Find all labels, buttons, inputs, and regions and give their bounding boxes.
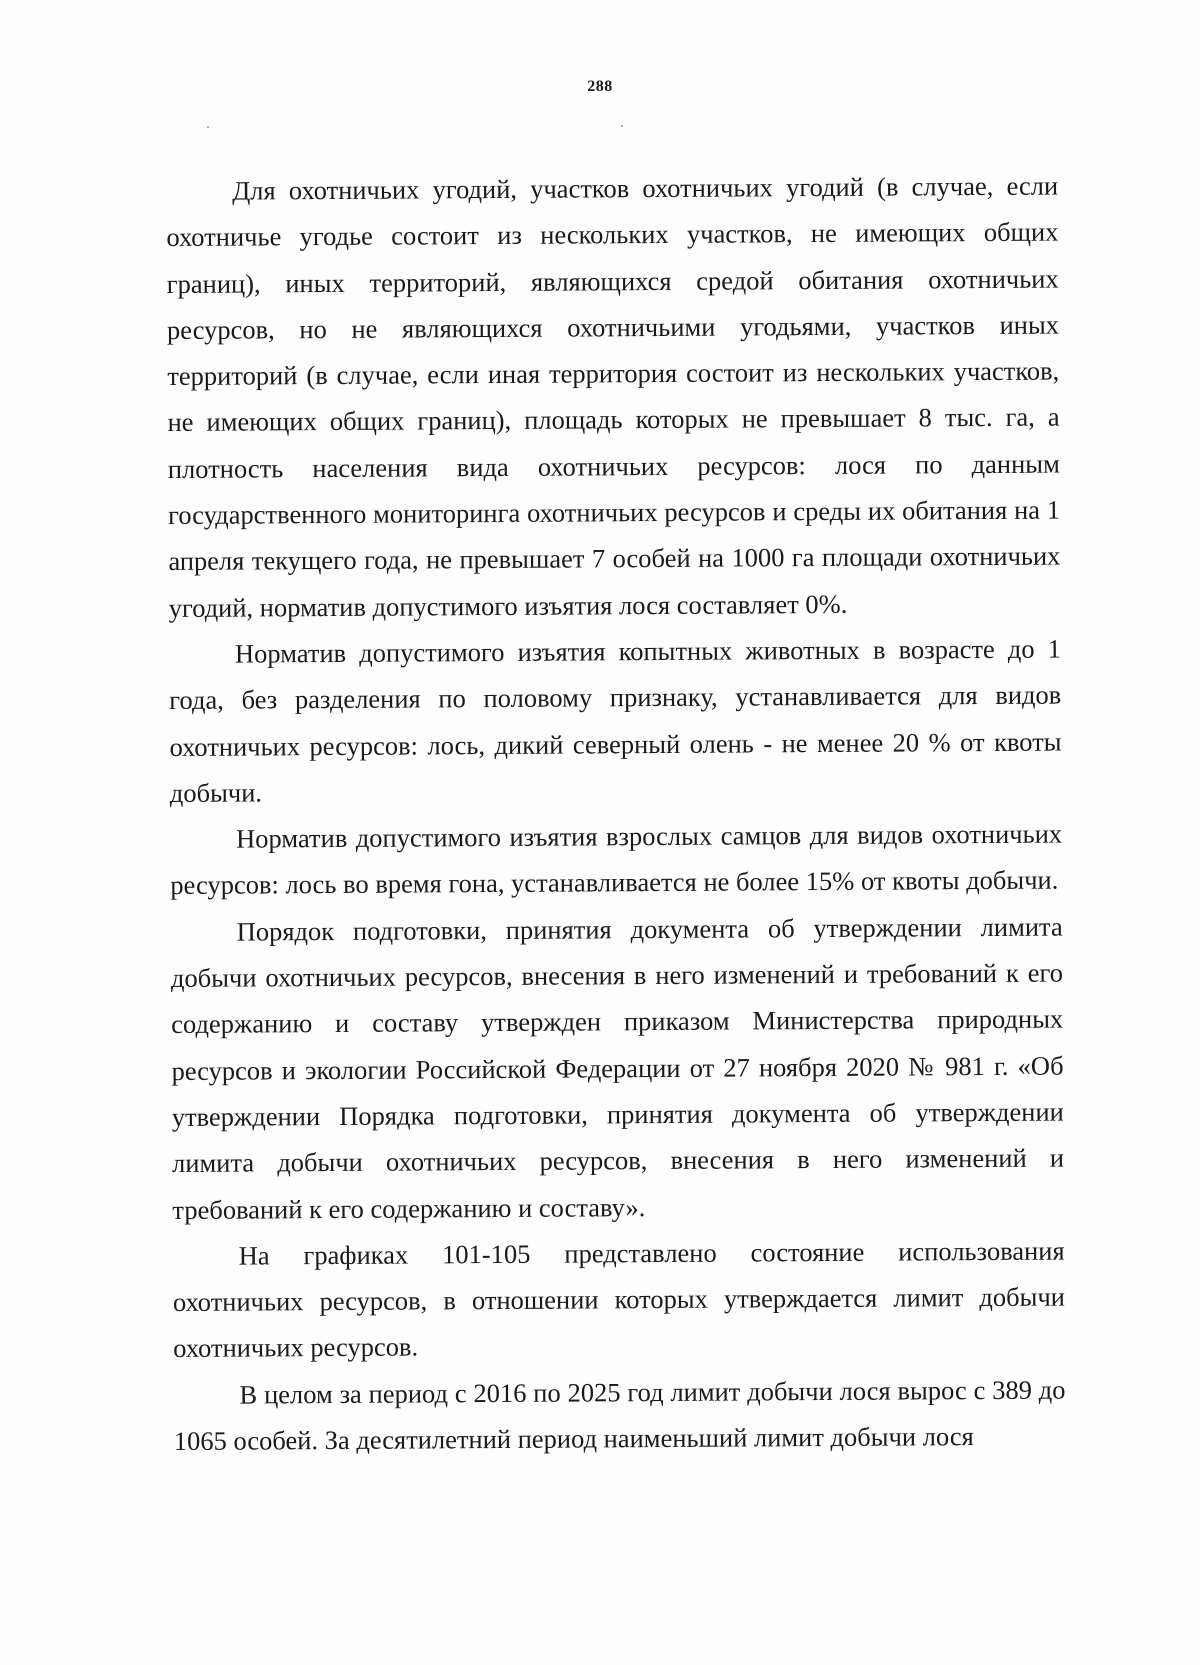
scan-artifact xyxy=(621,125,623,127)
paragraph-limit-procedure: Порядок подготовки, принятия документа об утверждении лимита добычи охотничьих ресурсов, внесения в него изменений и требований к его содержанию и составу утвержден приказом Министерства природных ресурсов и экологии Российской Федерации от 27 ноября 2020 № 981 г. «Об утверждении Порядка подготовки, принятия документа об утверждении лимита добычи охотничьих ресурсов, внесения в него изменений и требований к его содержанию и составу». xyxy=(170,911,1065,1225)
scan-artifact xyxy=(207,126,209,128)
document-body xyxy=(166,163,1066,1465)
paragraph-hunting-grounds: Для охотничьих угодий, участков охотничьих угодий (в случае, если охотничье угодье состоит из нескольких участков, не имеющих общих границ), иных территорий, являющихся средой обитания охотничьих ресурсов, но не являющихся охотничьими угодьями, участков иных территорий (в случае, если иная территория состоит из нескольких участков, не имеющих общих границ), площадь которых не превышает 8 тыс. га, а плотность населения вида охотничьих ресурсов: лося по данным государственного мониторинга охотничьих ресурсов и среды их обитания на 1 апреля текущего года, не превышает 7 особей на 1000 га площади охотничьих угодий, норматив допустимого изъятия лося составляет 0%. xyxy=(166,170,1061,623)
paragraph-graphs-reference: На графиках 101-105 представлено состояние использования охотничьих ресурсов, в отношении которых утверждается лимит добычи охотничьих ресурсов. xyxy=(172,1235,1066,1364)
page-number: 288 xyxy=(587,78,613,95)
paragraph-young-animals-quota: Норматив допустимого изъятия копытных животных в возрасте до 1 года, без разделения по половому признаку, устанавливается для видов охотничьих ресурсов: лось, дикий северный олень - не менее 20 % от квоты добычи. xyxy=(169,633,1062,808)
paragraph-adult-males-quota: Норматив допустимого изъятия взрослых самцов для видов охотничьих ресурсов: лось во время гона, устанавливается не более 15% от квоты добычи. xyxy=(170,818,1063,901)
paragraph-moose-limit-trend: В целом за период с 2016 по 2025 год лимит добычи лося вырос с 389 до 1065 особей. За десятилетний период наименьший лимит добычи лося xyxy=(173,1374,1066,1456)
